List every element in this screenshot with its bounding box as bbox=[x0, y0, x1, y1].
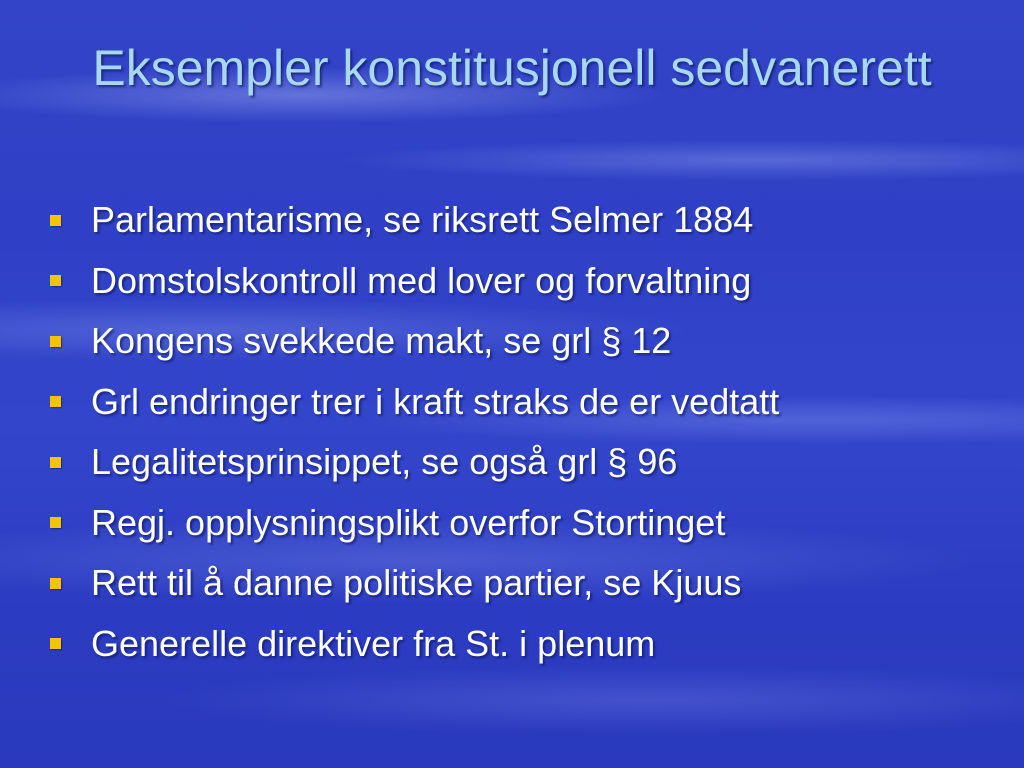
bullet-item bbox=[44, 251, 1004, 312]
bullet-item bbox=[44, 432, 1004, 493]
square-bullet-icon bbox=[50, 578, 61, 589]
square-bullet-icon bbox=[50, 638, 61, 649]
bullet-text: Legalitetsprinsippet, se også grl § 96 bbox=[91, 441, 678, 483]
bullet-item bbox=[44, 614, 1004, 675]
slide-title: Eksempler konstitusjonell sedvanerett bbox=[92, 40, 932, 96]
bullet-text: Parlamentarisme, se riksrett Selmer 1884 bbox=[91, 199, 754, 241]
bullet-item bbox=[44, 553, 1004, 614]
square-bullet-icon bbox=[50, 517, 61, 528]
bullet-text: Regj. opplysningsplikt overfor Stortinget bbox=[91, 501, 726, 543]
bullet-text: Domstolskontroll med lover og forvaltning bbox=[91, 259, 752, 301]
bullet-item bbox=[44, 311, 1004, 372]
square-bullet-icon bbox=[50, 457, 61, 468]
bullet-text: Rett til å danne politiske partier, se Kjuus bbox=[91, 562, 742, 604]
bullet-text: Generelle direktiver fra St. i plenum bbox=[91, 622, 656, 664]
bullet-text: Kongens svekkede makt, se grl § 12 bbox=[91, 320, 672, 362]
bullet-item bbox=[44, 190, 1004, 251]
square-bullet-icon bbox=[50, 215, 61, 226]
square-bullet-icon bbox=[50, 336, 61, 347]
bullet-text: Grl endringer trer i kraft straks de er vedtatt bbox=[91, 380, 780, 422]
bullet-list bbox=[44, 190, 1004, 674]
square-bullet-icon bbox=[50, 396, 61, 407]
square-bullet-icon bbox=[50, 275, 61, 286]
bullet-item bbox=[44, 372, 1004, 433]
bullet-item bbox=[44, 493, 1004, 554]
